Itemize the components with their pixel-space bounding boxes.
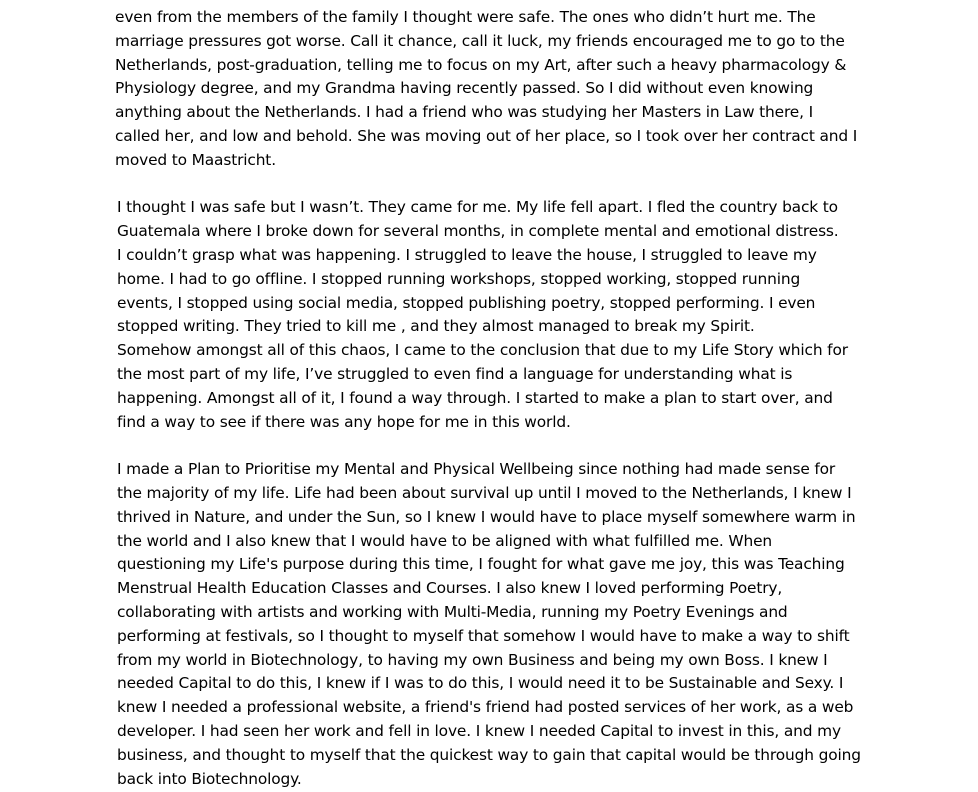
text-line: I thought I was safe but I wasn’t. They came for me. My life fell apart. I fled the country back to [117, 198, 838, 217]
text-line: Menstrual Health Education Classes and Courses. I also knew I loved performing Poetry, [117, 579, 783, 598]
text-line: thrived in Nature, and under the Sun, so I knew I would have to place myself somewhere warm in [117, 507, 856, 526]
text-line: performing at festivals, so I thought to myself that somehow I would have to make a way to shift [117, 626, 850, 645]
text-line: I couldn’t grasp what was happening. I struggled to leave the house, I struggled to leave my [117, 245, 817, 264]
text-line: Netherlands, post-graduation, telling me to focus on my Art, after such a heavy pharmacology & [115, 55, 847, 74]
text-line: questioning my Life's purpose during this time, I fought for what gave me joy, this was Teaching [117, 555, 845, 574]
text-line: home. I had to go offline. I stopped running workshops, stopped working, stopped running [117, 269, 801, 288]
text-line: the world and I also knew that I would have to be aligned with what fulfilled me. When [117, 531, 772, 550]
text-line: business, and thought to myself that the quickest way to gain that capital would be through going [117, 745, 861, 764]
text-line: collaborating with artists and working with Multi-Media, running my Poetry Evenings and [117, 602, 788, 621]
text-line: Physiology degree, and my Grandma having recently passed. So I did without even knowing [115, 79, 814, 98]
text-line: Guatemala where I broke down for several months, in complete mental and emotional distress. [117, 222, 839, 241]
text-line: knew I needed a professional website, a friend's friend had posted services of her work, as a web [117, 698, 854, 717]
text-line: moved to Maastricht. [115, 150, 276, 169]
text-line: anything about the Netherlands. I had a friend who was studying her Masters in Law there, I [115, 103, 814, 122]
text-line: Somehow amongst all of this chaos, I came to the conclusion that due to my Life Story which for [117, 341, 848, 360]
text-line: needed Capital to do this, I knew if I was to do this, I would need it to be Sustainable and Sexy. I [117, 674, 844, 693]
text-line: even from the members of the family I thought were safe. The ones who didn’t hurt me. The [115, 8, 816, 26]
text-line: the most part of my life, I’ve struggled to even find a language for understanding what is [117, 364, 793, 383]
text-line: find a way to see if there was any hope for me in this world. [117, 412, 571, 431]
text-line: the majority of my life. Life had been about survival up until I moved to the Netherlands, I knew I [117, 483, 852, 502]
paragraph-1 [115, 6, 858, 173]
text-line: I made a Plan to Prioritise my Mental and Physical Wellbeing since nothing had made sense for [117, 460, 836, 479]
text-line: marriage pressures got worse. Call it chance, call it luck, my friends encouraged me to go to the [115, 31, 845, 50]
document-page [115, 6, 861, 791]
text-line: stopped writing. They tried to kill me , and they almost managed to break my Spirit. [117, 317, 755, 336]
text-line: back into Biotechnology. [117, 769, 302, 788]
text-line: called her, and low and behold. She was moving out of her place, so I took over her contract and I [115, 126, 858, 145]
text-line: from my world in Biotechnology, to having my own Business and being my own Boss. I knew I [117, 650, 828, 669]
text-line: happening. Amongst all of it, I found a way through. I started to make a plan to start over, and [117, 388, 833, 407]
text-line: events, I stopped using social media, stopped publishing poetry, stopped performing. I even [117, 293, 816, 312]
text-line: developer. I had seen her work and fell in love. I knew I needed Capital to invest in this, and my [117, 721, 841, 740]
paragraph-2 [115, 196, 850, 434]
paragraph-3 [115, 458, 861, 791]
